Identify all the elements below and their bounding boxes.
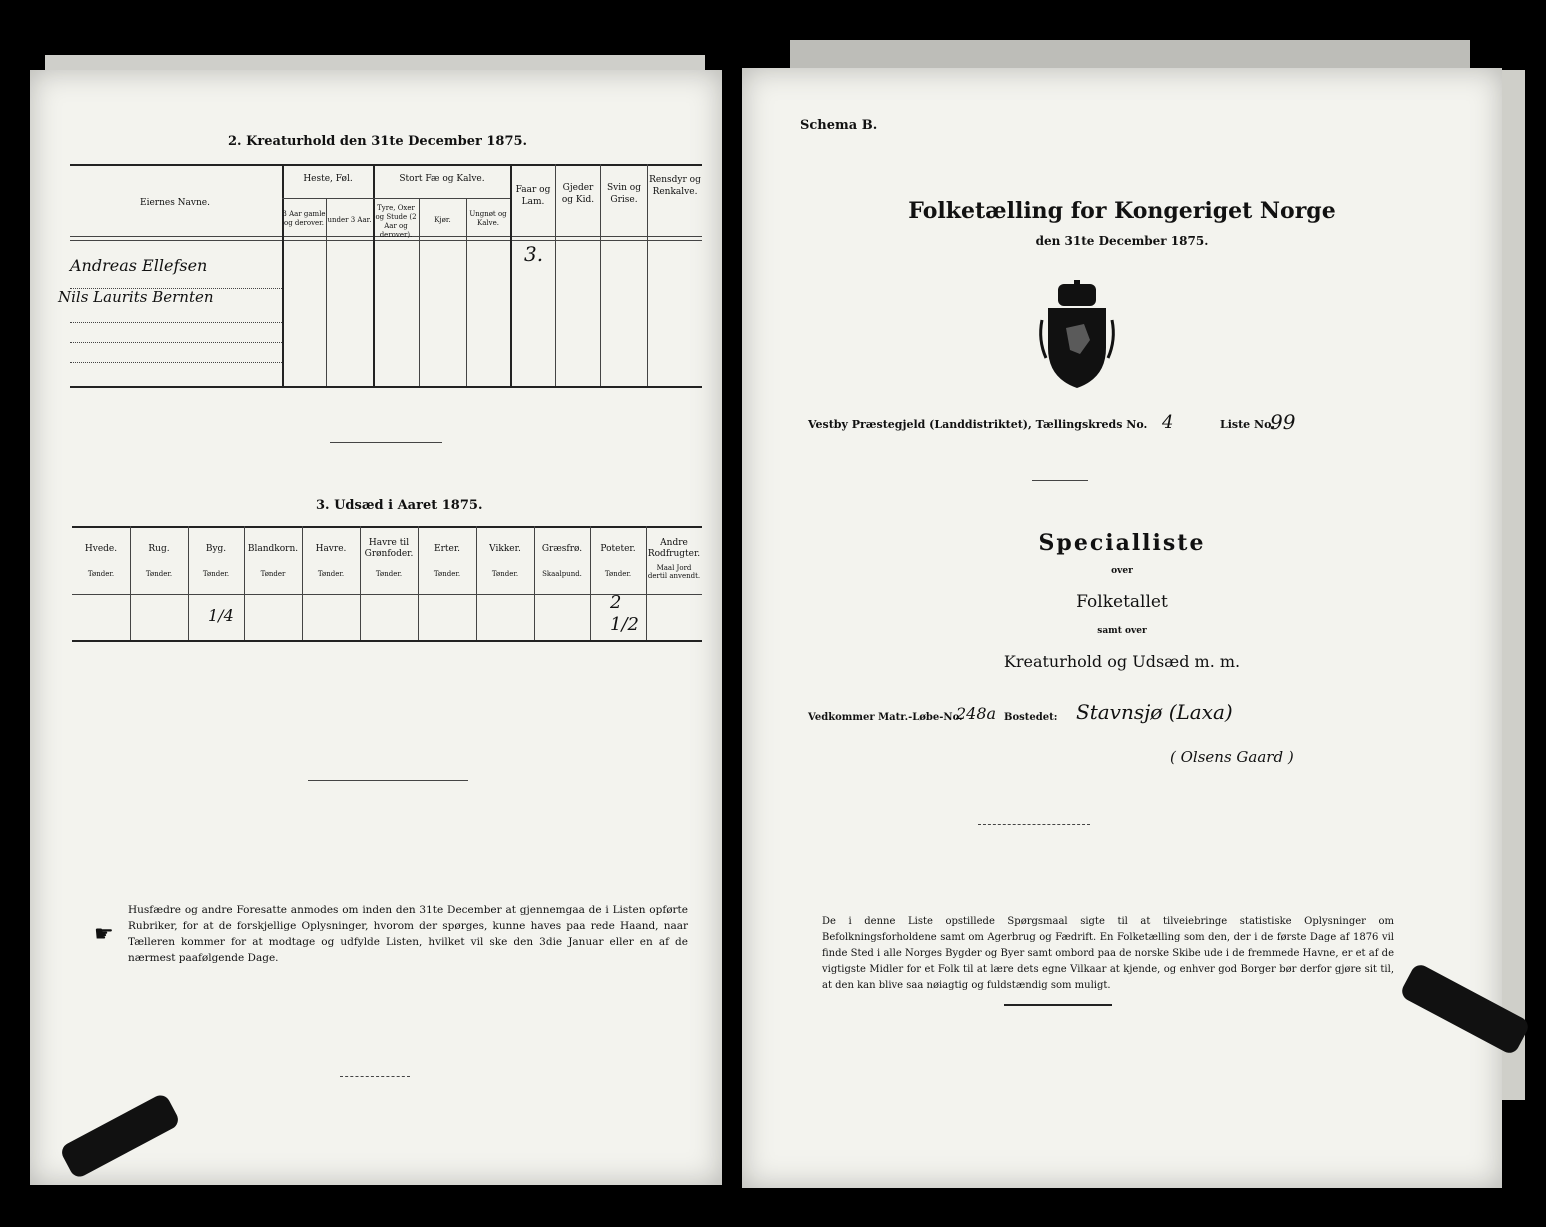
divider bbox=[340, 1076, 410, 1077]
udsaed-header: Poteter. bbox=[600, 544, 636, 554]
district-label: Vestby Præstegjeld (Landdistriktet), Tællingskreds No. bbox=[808, 418, 1148, 431]
udsaed-unit: Tønder. bbox=[87, 570, 115, 578]
divider bbox=[1004, 1004, 1112, 1006]
row-rule bbox=[70, 322, 282, 323]
stort-header: Stort Fæ og Kalve. bbox=[399, 174, 485, 184]
folketallet-label: Folketallet bbox=[1076, 592, 1168, 612]
udsaed-unit: Tønder. bbox=[202, 570, 230, 578]
udsaed-unit: Tønder. bbox=[604, 570, 632, 578]
table-rule bbox=[72, 594, 702, 595]
table-rule bbox=[70, 240, 702, 241]
divider bbox=[1032, 480, 1088, 481]
section3-title: 3. Udsæd i Aaret 1875. bbox=[316, 498, 483, 513]
over-label: over bbox=[1111, 566, 1133, 576]
udsaed-header: Havre. bbox=[315, 544, 347, 554]
udsaed-header: Andre Rodfrugter. bbox=[647, 538, 701, 559]
poteter-value: 2 1/2 bbox=[610, 592, 639, 635]
main-title: Folketælling for Kongeriget Norge bbox=[908, 198, 1336, 224]
page-edge bbox=[790, 40, 1470, 70]
stort-sub1: Tyre, Oxer og Stude (2 Aar og derover). bbox=[375, 204, 417, 239]
col-rule bbox=[600, 164, 601, 386]
udsaed-header: Byg. bbox=[205, 544, 227, 554]
udsaed-header: Græsfrø. bbox=[541, 544, 583, 554]
kreaturhold-label: Kreaturhold og Udsæd m. m. bbox=[1003, 652, 1241, 671]
divider bbox=[978, 824, 1090, 825]
right-page bbox=[742, 68, 1502, 1188]
subtitle: den 31te December 1875. bbox=[1035, 234, 1209, 248]
udsaed-unit: Tønder. bbox=[145, 570, 173, 578]
udsaed-header: Erter. bbox=[434, 544, 460, 554]
heste-header: Heste, Føl. bbox=[303, 174, 353, 184]
svin-header: Svin og Grise. bbox=[607, 183, 641, 205]
section2-title: 2. Kreaturhold den 31te December 1875. bbox=[228, 134, 528, 149]
page-edge bbox=[45, 55, 705, 71]
liste-value: 99 bbox=[1270, 410, 1296, 434]
row2-name: Nils Laurits Bernten bbox=[58, 288, 214, 306]
udsaed-unit: Tønder. bbox=[375, 570, 403, 578]
udsaed-header: Havre til Grønfoder. bbox=[364, 538, 414, 559]
udsaed-header: Vikker. bbox=[489, 544, 521, 554]
byg-value: 1/4 bbox=[208, 606, 234, 625]
owner-header: Eiernes Navne. bbox=[140, 198, 210, 208]
row-rule bbox=[70, 362, 282, 363]
bostedet-value1: Stavnsjø (Laxa) bbox=[1076, 700, 1233, 724]
pointing-hand-icon: ☛ bbox=[94, 922, 114, 947]
footnote: Husfædre og andre Foresatte anmodes om inden den 31te December at gjennemgaa de i Listen opførte Rubriker, for at de forskjellige Oplysninger, hvorom der spørges, kunne haves paa rede Haand, naar Tælleren kommer for at modtage og udfylde Listen, hvilket vil ske den 3die Januar eller en af de nærmest paafølgende Dage. bbox=[128, 904, 688, 964]
row1-name: Andreas Ellefsen bbox=[70, 256, 208, 275]
udsaed-unit: Tønder. bbox=[317, 570, 345, 578]
udsaed-unit: Maal Jord dertil anvendt. bbox=[647, 564, 701, 580]
left-page bbox=[30, 70, 722, 1185]
matr-label: Vedkommer Matr.-Løbe-No. bbox=[808, 712, 963, 723]
bostedet-value2: ( Olsens Gaard ) bbox=[1170, 748, 1294, 766]
rensdyr-header: Rensdyr og Renkalve. bbox=[649, 175, 701, 197]
stort-sub2: Kjør. bbox=[434, 216, 451, 224]
gjeder-header: Gjeder og Kid. bbox=[561, 183, 595, 205]
faar-header: Faar og Lam. bbox=[515, 185, 551, 207]
udsaed-unit: Tønder. bbox=[491, 570, 519, 578]
table-rule bbox=[72, 640, 702, 642]
col-rule bbox=[326, 198, 327, 386]
matr-value: 248a bbox=[956, 704, 997, 723]
coat-of-arms-icon bbox=[1034, 280, 1120, 390]
subheader-rule bbox=[282, 198, 510, 199]
col-rule bbox=[647, 164, 648, 386]
bostedet-label: Bostedet: bbox=[1004, 712, 1058, 723]
table-rule bbox=[72, 526, 702, 528]
heste-sub2: under 3 Aar. bbox=[327, 216, 372, 224]
liste-label: Liste No. bbox=[1220, 418, 1276, 431]
udsaed-unit: Tønder bbox=[260, 570, 286, 578]
divider bbox=[308, 780, 468, 781]
heste-sub1: 3 Aar gamle og derover. bbox=[282, 210, 326, 227]
col-rule bbox=[419, 198, 420, 386]
udsaed-header: Blandkorn. bbox=[247, 544, 299, 554]
info-paragraph: De i denne Liste opstillede Spørgsmaal sigte til at tilveiebringe statistiske Oplysninger om Befolkningsforholdene samt om Agerbrug og Fædrift. En Folketælling som den, der i de første Dage af 1876 vil finde Sted i alle Norges Bygder og Byer samt ombord paa de norske Skibe ude i de fremmede Havne, er et af de vigtigste Midler for et Folk til at lære dets egne Vilkaar at kjende, og enhver god Borger bør derfor gjøre sit til, at den kan blive saa nøiagtig og fuldstændig som muligt. bbox=[822, 916, 1394, 991]
table-rule bbox=[70, 386, 702, 388]
special-title: Specialliste bbox=[1038, 530, 1206, 556]
row-rule bbox=[70, 342, 282, 343]
samt-over-label: samt over bbox=[1097, 626, 1147, 636]
col-rule bbox=[555, 164, 556, 386]
row1-faar: 3. bbox=[524, 242, 544, 266]
table-rule bbox=[70, 164, 702, 166]
udsaed-unit: Skaalpund. bbox=[542, 570, 582, 578]
schema-label: Schema B. bbox=[800, 118, 878, 133]
stort-sub3: Ungnøt og Kalve. bbox=[469, 210, 507, 227]
udsaed-header: Rug. bbox=[148, 544, 170, 554]
district-value: 4 bbox=[1162, 412, 1174, 433]
udsaed-unit: Tønder. bbox=[433, 570, 461, 578]
divider bbox=[330, 442, 442, 443]
udsaed-header: Hvede. bbox=[84, 544, 118, 554]
